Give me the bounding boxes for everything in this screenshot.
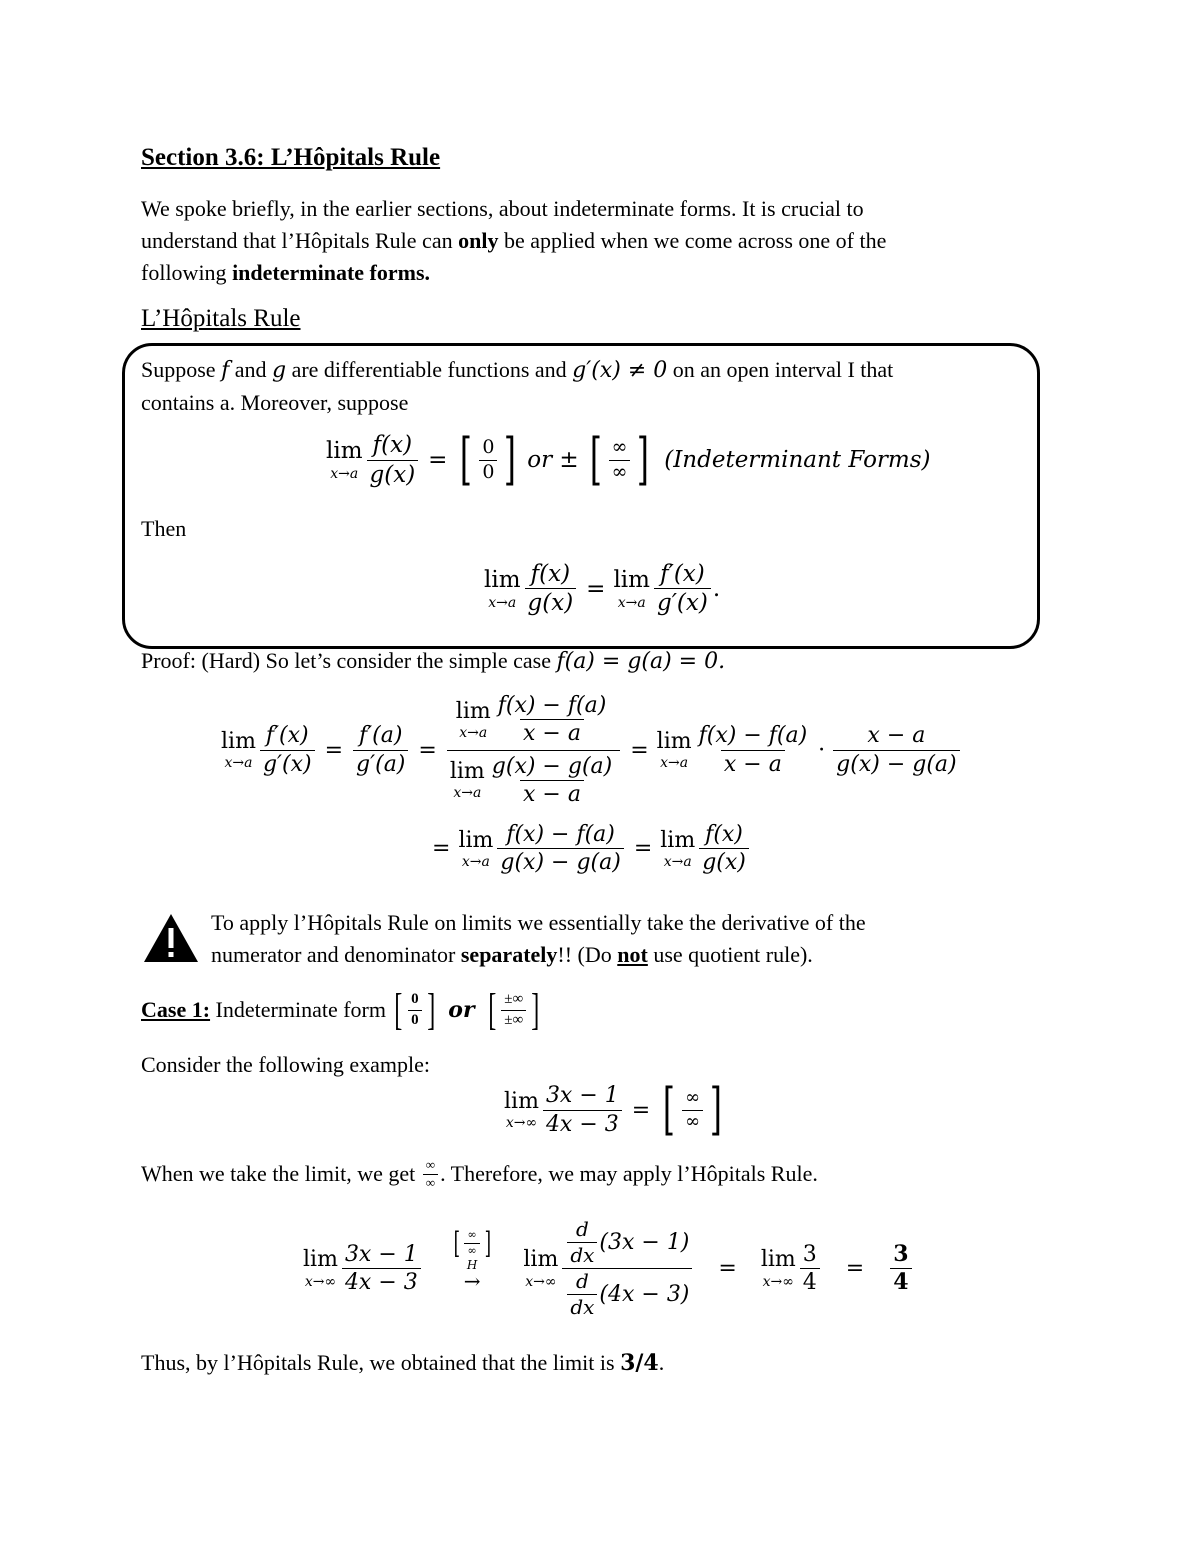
proof-equation-2: = lim x→a $\frac{f(x) - f(a)}{g(x) - g(a)}$ = lim x→a $\frac{f(x)}{g(x)}$ <box>432 822 751 876</box>
conclusion-text: Thus, by l’Hôpitals Rule, we obtained that the limit is <box>141 1350 621 1375</box>
d-dx <box>567 1270 597 1319</box>
denominator: ∞ <box>423 1174 438 1191</box>
subheading: L’Hôpitals Rule <box>141 305 301 332</box>
lim-text: lim <box>660 827 696 853</box>
conclusion-line <box>141 1350 664 1376</box>
case-1-or: or <box>448 997 475 1023</box>
denominator: 4x − 3 <box>543 1110 622 1137</box>
lim-text: lim <box>613 567 650 594</box>
bracket-inf-over-inf: [ $\frac{\infty}{\infty}$ ] <box>453 1225 491 1261</box>
denominator: g(x) <box>367 460 419 488</box>
intro-paragraph <box>141 193 1041 289</box>
compound-denominator <box>447 750 620 808</box>
numerator: g(x) − g(a) <box>491 753 613 779</box>
case-1-text: Indeterminate form <box>210 997 392 1022</box>
numerator: 3x − 1 <box>344 1241 418 1267</box>
numerator: f′(x) <box>660 561 705 587</box>
lim-text: lim <box>760 1247 796 1273</box>
intro-text: be applied when we come across one of the <box>498 228 887 253</box>
lim-subscript: x→a <box>663 853 692 870</box>
numerator: f(x) <box>705 822 743 847</box>
numerator: ∞ <box>685 1086 701 1108</box>
warning-not-bold: not <box>617 942 648 967</box>
warning-text-part: !! (Do <box>557 942 618 967</box>
or-plus-minus: or ± <box>527 447 579 473</box>
numerator: 3x − 1 <box>545 1083 619 1109</box>
case-1-heading <box>141 985 543 1034</box>
lim-text: lim <box>484 567 521 594</box>
conclusion-period: . <box>658 1350 665 1375</box>
bracket-zero-over-zero: [ $\frac{0}{0}$ ] <box>460 427 517 492</box>
lim-text: lim <box>455 698 491 724</box>
warning-line-1: To apply l’Hôpitals Rule on limits we essentially take the derivative of the <box>211 910 866 935</box>
proof-line <box>141 648 725 674</box>
limit-operator <box>504 1090 539 1130</box>
lim-text: lim <box>326 438 363 465</box>
math-f: f <box>221 358 230 383</box>
inf-over-inf-small <box>423 1158 438 1191</box>
lim-subscript: x→a <box>617 594 646 611</box>
denominator-expression: (4x − 3) <box>599 1281 690 1307</box>
result-fraction <box>890 1242 911 1296</box>
limit-operator <box>456 700 491 740</box>
numerator: f(x) − f(a) <box>506 822 615 847</box>
lim-subscript: x→a <box>488 594 517 611</box>
denominator: ∞ <box>609 460 631 484</box>
denominator: dx <box>567 1242 597 1267</box>
intro-text: following <box>141 260 233 285</box>
limit-operator <box>660 829 695 869</box>
difference-quotient-g <box>489 754 615 808</box>
fraction-f-over-g <box>699 822 749 876</box>
limit-operator <box>326 439 363 480</box>
denominator: 0 <box>479 460 497 484</box>
compound-numerator <box>453 693 615 750</box>
fraction-fprime-a-over-gprime-a <box>353 723 408 777</box>
denominator: dx <box>567 1294 597 1319</box>
warning-icon <box>142 912 200 964</box>
fraction-differences <box>497 822 623 876</box>
lim-text: lim <box>458 827 494 853</box>
theorem-text-part: Suppose <box>141 357 222 382</box>
lim-subscript: x→a <box>459 724 488 741</box>
bracket-inf-over-inf: [ $\frac{\infty}{\infty}$ ] <box>589 427 650 492</box>
derivative-numerator <box>562 1218 692 1268</box>
denominator: g(x) − g(a) <box>833 750 959 777</box>
lim-text: lim <box>656 729 692 754</box>
numerator: 0 <box>482 435 495 458</box>
indeterminate-forms-equation: lim x→a $\frac{f(x)}{g(x)}$ = [ $\frac{0}{0}$ ] or ± [ $\frac{\infty}{\infty}$ ] (Indeterminant Forms) <box>326 427 931 492</box>
theorem-text-part: on an open interval I that <box>667 357 894 382</box>
denominator: x − a <box>520 719 584 746</box>
numerator: d <box>575 1217 589 1241</box>
denominator: ∞ <box>464 1243 479 1258</box>
fraction-fprime-over-gprime <box>260 723 315 777</box>
numerator: f′(a) <box>359 723 403 749</box>
lim-text: lim <box>221 729 256 754</box>
difference-quotient-f <box>495 693 610 747</box>
then-label: Then <box>141 516 187 541</box>
numerator: f(x) <box>372 432 413 459</box>
numerator: 3 <box>802 1241 817 1267</box>
lim-subscript: x→a <box>660 755 689 772</box>
bracket-inf-over-inf: [ $\frac{\infty}{\infty}$ ] <box>663 1077 723 1142</box>
warning-text <box>211 907 1031 971</box>
intro-line-1: We spoke briefly, in the earlier sections, about indeterminate forms. It is crucial to <box>141 196 864 221</box>
example-solution: lim x→∞ $\frac{3x - 1}{4x - 3}$ [ $\frac{\infty}{\infty}$ ] H → lim x→∞ $\frac{d}{dx}$ (3x − 1) $\frac{d}{dx}$ (4x − 3) = lim x→∞ $\frac{3}{4}$ = $\frac{3}{4}$ <box>303 1218 914 1319</box>
case-1-label: Case 1: <box>141 997 211 1022</box>
compound-fraction-of-limits <box>447 693 620 807</box>
hopital-arrow: [ $\frac{\infty}{\infty}$ ] H → <box>451 1229 494 1309</box>
numerator-expression: (3x − 1) <box>599 1229 690 1255</box>
warning-text-part: numerator and denominator <box>211 942 461 967</box>
fraction-fprime-over-gprime <box>654 561 711 617</box>
fraction-f-over-g <box>367 432 419 488</box>
lim-subscript: x→∞ <box>505 1115 538 1132</box>
when-text: . Therefore, we may apply l’Hôpitals Rule. <box>440 1161 818 1187</box>
derivative-denominator <box>562 1268 692 1319</box>
lim-text: lim <box>504 1088 539 1114</box>
math-gprime-nonzero: g′(x) ≠ 0 <box>572 358 668 383</box>
denominator: 0 <box>408 1010 422 1029</box>
numerator: f(x) <box>530 561 571 587</box>
derivative-fraction <box>562 1218 692 1319</box>
difference-quotient-f <box>696 723 811 777</box>
denominator: ∞ <box>682 1110 703 1133</box>
limit-operator <box>761 1248 796 1288</box>
denominator: 4 <box>800 1268 820 1295</box>
example-fraction <box>543 1083 622 1137</box>
d-dx <box>567 1218 597 1267</box>
lim-subscript: x→a <box>224 755 253 772</box>
theorem-line-2: contains a. Moreover, suppose <box>141 390 409 415</box>
proof-label: Proof: (Hard) So let’s consider the simple case <box>141 648 557 673</box>
proof-condition: f(a) = g(a) = 0. <box>556 649 726 674</box>
numerator: f(x) − f(a) <box>698 723 808 749</box>
section-title: Section 3.6: L’Hôpitals Rule <box>141 144 441 171</box>
h-label: H <box>466 1257 478 1272</box>
intro-line-3 <box>141 257 1041 289</box>
theorem-line-1 <box>141 354 1021 387</box>
lhopital-equation: lim x→a $\frac{f(x)}{g(x)}$ = lim x→a $\frac{f'(x)}{g'(x)}$ . <box>484 561 721 617</box>
limit-operator <box>450 760 485 800</box>
theorem-text-part: and <box>229 357 272 382</box>
warning-separately-bold: separately <box>460 942 558 967</box>
proof-equation-1: lim x→a $\frac{f'(x)}{g'(x)}$ = $\frac{f'(a)}{g'(a)}$ = lim x→a $\frac{f(x) - f(a)}{x - a}$ lim x→a $\frac{g(x) - g(a)}{x - a}$ = lim x→a $\frac{f(x) - f(a)}{x - a}$ · $\frac{x - a}{g(x) - g(a)}$ <box>221 693 962 807</box>
limit-operator <box>221 730 256 770</box>
bracket-zero-over-zero: [ $\frac{0}{0}$ ] <box>394 985 435 1034</box>
denominator: g′(x) <box>654 588 711 616</box>
inverse-difference-quotient-g <box>833 723 959 777</box>
denominator: g(x) <box>525 588 577 616</box>
denominator: 4x − 3 <box>342 1268 421 1295</box>
denominator: g(x) − g(a) <box>497 848 623 875</box>
bracket-pm-inf: [ $\frac{\pm\infty}{\pm\infty}$ ] <box>487 985 540 1034</box>
when-text: When we take the limit, we get <box>141 1161 421 1187</box>
numerator: ∞ <box>425 1157 436 1172</box>
theorem-text-part: are differentiable functions and <box>286 357 573 382</box>
intro-forms-bold: indeterminate forms. <box>232 260 431 285</box>
numerator: x − a <box>867 723 926 749</box>
three-fourths-fraction <box>800 1242 820 1296</box>
example-fraction <box>342 1242 421 1296</box>
denominator: x − a <box>520 780 584 807</box>
denominator: x − a <box>721 750 785 777</box>
example-limit: lim x→∞ $\frac{3x - 1}{4x - 3}$ = [ $\frac{\infty}{\infty}$ ] <box>504 1082 727 1138</box>
lim-subscript: x→∞ <box>304 1273 337 1290</box>
denominator: 4 <box>890 1268 911 1295</box>
fraction-f-over-g <box>525 561 577 617</box>
limit-operator <box>303 1248 338 1288</box>
numerator: f(x) − f(a) <box>497 693 607 718</box>
numerator: d <box>575 1269 589 1293</box>
limit-operator <box>523 1248 558 1288</box>
denominator: g(x) <box>699 848 749 875</box>
denominator: g′(a) <box>353 750 408 777</box>
example-intro: Consider the following example: <box>141 1052 430 1077</box>
math-g: g <box>271 358 287 383</box>
lim-subscript: x→∞ <box>525 1273 557 1290</box>
lim-text: lim <box>523 1247 559 1273</box>
lim-subscript: x→a <box>330 465 359 482</box>
lim-subscript: x→a <box>453 785 482 802</box>
lim-text: lim <box>449 759 485 785</box>
denominator: g′(x) <box>260 750 315 777</box>
intro-line-2 <box>141 225 1041 257</box>
numerator: ±∞ <box>504 991 524 1008</box>
conclusion-value: 3/4 <box>620 1350 659 1376</box>
numerator: f′(x) <box>265 723 309 749</box>
numerator: ∞ <box>611 435 628 458</box>
limit-operator <box>484 568 521 609</box>
warning-line-2 <box>211 939 1031 971</box>
lim-subscript: x→a <box>461 853 490 870</box>
when-line <box>141 1158 818 1191</box>
intro-only-bold: only <box>458 228 499 253</box>
limit-operator <box>458 829 493 869</box>
numerator: ∞ <box>467 1228 477 1242</box>
intro-text: understand that l’Hôpitals Rule can <box>141 228 459 253</box>
theorem-text <box>141 354 1021 419</box>
numerator: 3 <box>893 1240 909 1267</box>
warning-text-part: use quotient rule). <box>647 942 813 967</box>
lim-subscript: x→∞ <box>762 1273 794 1290</box>
limit-operator <box>657 730 692 770</box>
lim-text: lim <box>303 1247 338 1273</box>
numerator: 0 <box>411 991 419 1008</box>
denominator: ±∞ <box>501 1010 526 1029</box>
indeterminant-forms-label: (Indeterminant Forms) <box>664 447 931 473</box>
limit-operator <box>613 568 650 609</box>
